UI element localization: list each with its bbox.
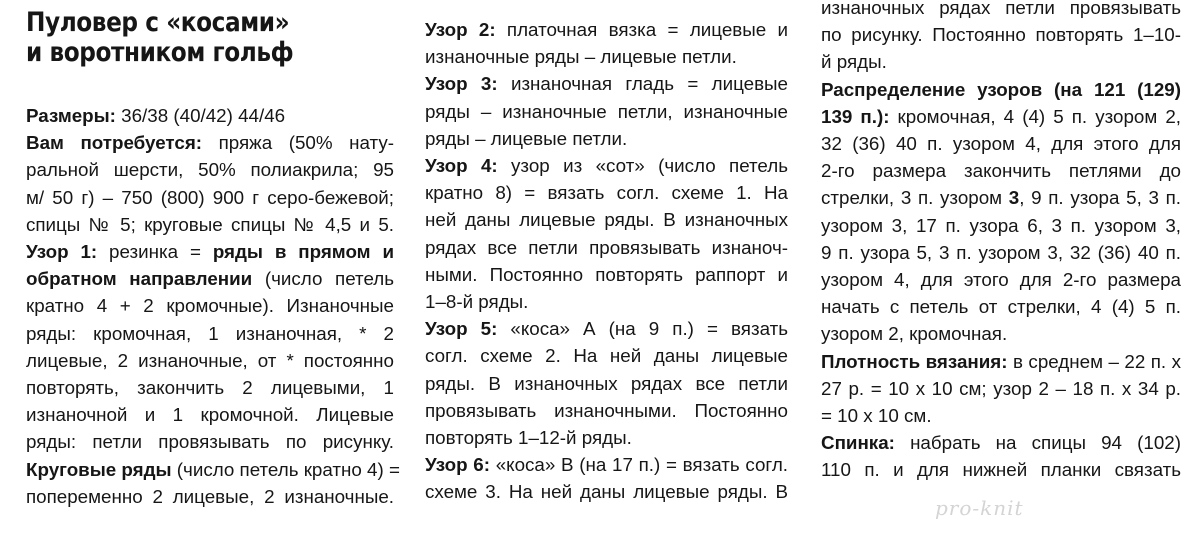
text-line: спицы № 5; круговые спицы № 4,5 и 5. bbox=[26, 213, 394, 235]
pattern-5-line: Узор 5: «коса» А (на 9 п.) = вязать bbox=[425, 318, 788, 340]
text-line: схеме 3. На ней даны лицевые ряды. В bbox=[425, 481, 788, 503]
text-line: й ряды. bbox=[821, 51, 887, 73]
text-line: м/ 50 г) – 750 (800) 900 г серо-бежевой; bbox=[26, 186, 394, 208]
materials-line: Вам потребуется: пряжа (50% нату- bbox=[26, 132, 394, 154]
text-line: = 10 х 10 см. bbox=[821, 405, 932, 427]
text-line: ральной шерсти, 50% полиакрила; 95 bbox=[26, 159, 394, 181]
text-line: 9 п. узора 5, 3 п. узором 3, 32 (36) 40 п. bbox=[821, 241, 1181, 263]
text-line: узором 3, 17 п. узора 6, 3 п. узором 3, bbox=[821, 214, 1181, 236]
text-line: изнаночной и 1 кромочной. Лицевые bbox=[26, 404, 394, 426]
text-line: ряды – лицевые петли. bbox=[425, 127, 628, 149]
text-line: повторять, закончить 2 лицевыми, 1 bbox=[26, 377, 394, 399]
text-line: изнаночных рядах петли провязывать bbox=[821, 0, 1181, 18]
text-line: изнаночные ряды – лицевые петли. bbox=[425, 46, 737, 68]
pattern-2-line: Узор 2: платочная вязка = лицевые и bbox=[425, 19, 788, 40]
text-line: ряды. В изнаночных рядах все петли bbox=[425, 372, 788, 394]
text-line: узором 2, кромочная. bbox=[821, 323, 1008, 345]
text-line: начать с петель от стрелки, 4 (4) 5 п. bbox=[821, 296, 1181, 318]
text-line: ными. Постоянно повторять раппорт и bbox=[425, 263, 788, 285]
text-line: кратно 8) = вязать согл. схеме 1. На bbox=[425, 182, 788, 204]
column-1 bbox=[26, 0, 400, 510]
text-line: согл. схеме 2. На ней даны лицевые bbox=[425, 345, 788, 367]
column-1-text bbox=[26, 102, 400, 510]
text-line: узором 4, для этого для 2-го размера bbox=[821, 269, 1181, 291]
text-line: ряды – изнаночные петли, изнаночные bbox=[425, 100, 788, 122]
text-line: провязывать изнаночными. Постоянно bbox=[425, 399, 788, 421]
pattern-6-line: Узор 6: «коса» В (на 17 п.) = вязать согл. bbox=[425, 454, 788, 476]
text-line: повторять 1–12-й ряды. bbox=[425, 427, 632, 449]
pattern-1-line: Узор 1: резинка = ряды в прямом и bbox=[26, 241, 394, 263]
density-line: Плотность вязания: в среднем – 22 п. х bbox=[821, 350, 1181, 372]
column-3-text bbox=[821, 0, 1181, 484]
column-2 bbox=[425, 0, 788, 506]
text-line: по рисунку. Постоянно повторять 1–10- bbox=[821, 24, 1181, 46]
text-line: попеременно 2 лицевые, 2 изнаночные. bbox=[26, 485, 394, 507]
distribution-heading: Распределение узоров (на 121 (129) bbox=[821, 78, 1181, 100]
back-line: Спинка: набрать на спицы 94 (102) bbox=[821, 432, 1181, 454]
text-line: кратно 4 + 2 кромочные). Изнаночные bbox=[26, 295, 394, 317]
text-line: 2-го размера закончить петлями до bbox=[821, 160, 1181, 182]
pattern-3-line: Узор 3: изнаночная гладь = лицевые bbox=[425, 73, 788, 95]
text-line: 110 п. и для нижней планки связать bbox=[821, 459, 1181, 481]
pattern-4-line: Узор 4: узор из «сот» (число петель bbox=[425, 155, 788, 177]
text-line: 32 (36) 40 п. узором 4, для этого для bbox=[821, 133, 1181, 155]
text-line: ней даны лицевые ряды. В изнаночных bbox=[425, 209, 788, 231]
title-line-1: Пуловер с «косами» bbox=[26, 7, 290, 38]
title-line-2: и воротником гольф bbox=[26, 37, 294, 68]
column-3 bbox=[821, 0, 1181, 484]
watermark: pro-knit bbox=[935, 496, 1024, 520]
column-2-text bbox=[425, 16, 788, 506]
text-line: рядах все петли провязывать изнаноч- bbox=[425, 236, 788, 258]
text-line: обратном направлении (число петель bbox=[26, 268, 395, 290]
text-line: лицевые, 2 изнаночные, от * постоянно bbox=[26, 349, 394, 371]
text-line: ряды: кромочная, 1 изнаночная, * 2 bbox=[26, 322, 394, 344]
article-title bbox=[26, 8, 342, 68]
text-line: ряды: петли провязывать по рисунку. bbox=[26, 431, 394, 453]
text-line: 27 р. = 10 х 10 см; узор 2 – 18 п. х 34 р. bbox=[821, 377, 1181, 399]
text-line: стрелки, 3 п. узором 3, 9 п. узора 5, 3 п. bbox=[821, 187, 1182, 209]
sizes-line: Размеры: 36/38 (40/42) 44/46 bbox=[26, 105, 286, 126]
text-line: 1–8-й ряды. bbox=[425, 291, 529, 313]
circular-rows-line: Круговые ряды (число петель кратно 4) = bbox=[26, 458, 400, 480]
text-line: 139 п.): кромочная, 4 (4) 5 п. узором 2, bbox=[821, 105, 1181, 127]
